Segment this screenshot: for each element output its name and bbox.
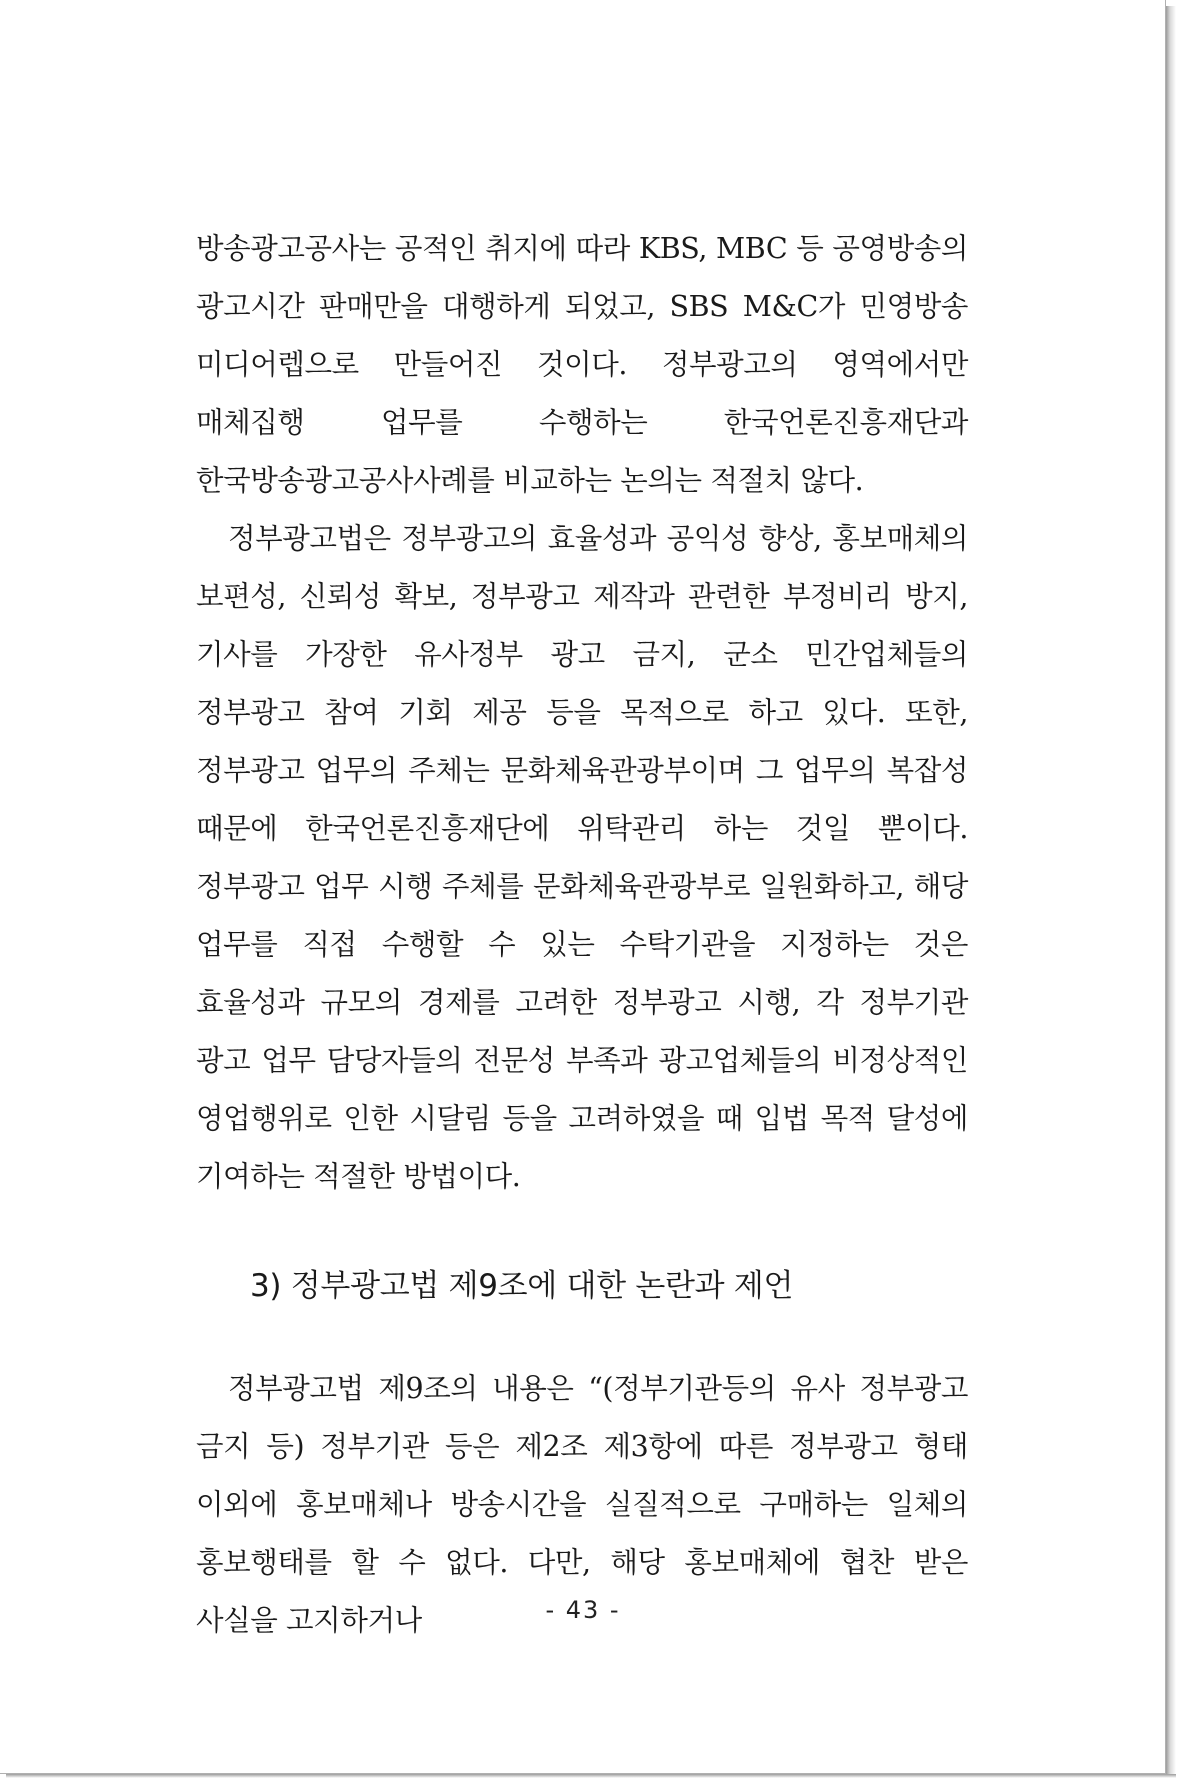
page-number: - 43 - <box>545 1596 621 1624</box>
paragraph-1: 방송광고공사는 공적인 취지에 따라 KBS, MBC 등 공영방송의 광고시간 판매만을 대행하게 되었고, SBS M&C가 민영방송 미디어렙으로 만들어진 것이다. 정부광고의 영역에서만 매체집행 업무를 수행하는 한국언론진흥재단과 한국방송광고공사사례를 비교하는 논의는 적절치 않다. <box>196 232 968 497</box>
section-heading: 3) 정부광고법 제9조에 대한 논란과 제언 <box>250 1268 794 1304</box>
paragraph-2: 정부광고법은 정부광고의 효율성과 공익성 향상, 홍보매체의 보편성, 신뢰성 확보, 정부광고 제작과 관련한 부정비리 방지, 기사를 가장한 유사정부 광고 금지, 군소 민간업체들의 정부광고 참여 기회 제공 등을 목적으로 하고 있다. 또한, 정부광고 업무의 주체는 문화체육관광부이며 그 업무의 복잡성 때문에 한국언론진흥재단에 위탁관리 하는 것일 뿐이다. 정부광고 업무 시행 주체를 문화체육관광부로 일원화하고, 해당 업무를 직접 수행할 수 있는 수탁기관을 지정하는 것은 효율성과 규모의 경제를 고려한 정부광고 시행, 각 정부기관 광고 업무 담당자들의 전문성 부족과 광고업체들의 비정상적인 영업행위로 인한 시달림 등을 고려하였을 때 입법 목적 달성에 기여하는 적절한 방법이다. <box>196 522 968 1193</box>
paragraph-3: 정부광고법 제9조의 내용은 “(정부기관등의 유사 정부광고 금지 등) 정부기관 등은 제2조 제3항에 따른 정부광고 형태 이외에 홍보매체나 방송시간을 실질적으로 구매하는 일체의 홍보행태를 할 수 없다. 다만, 해당 홍보매체에 협찬 받은 사실을 고지하거나 <box>196 1372 968 1637</box>
page-shadow-right <box>1166 6 1176 1778</box>
page-content <box>196 220 968 1650</box>
page-shadow-bottom <box>6 1774 1176 1778</box>
